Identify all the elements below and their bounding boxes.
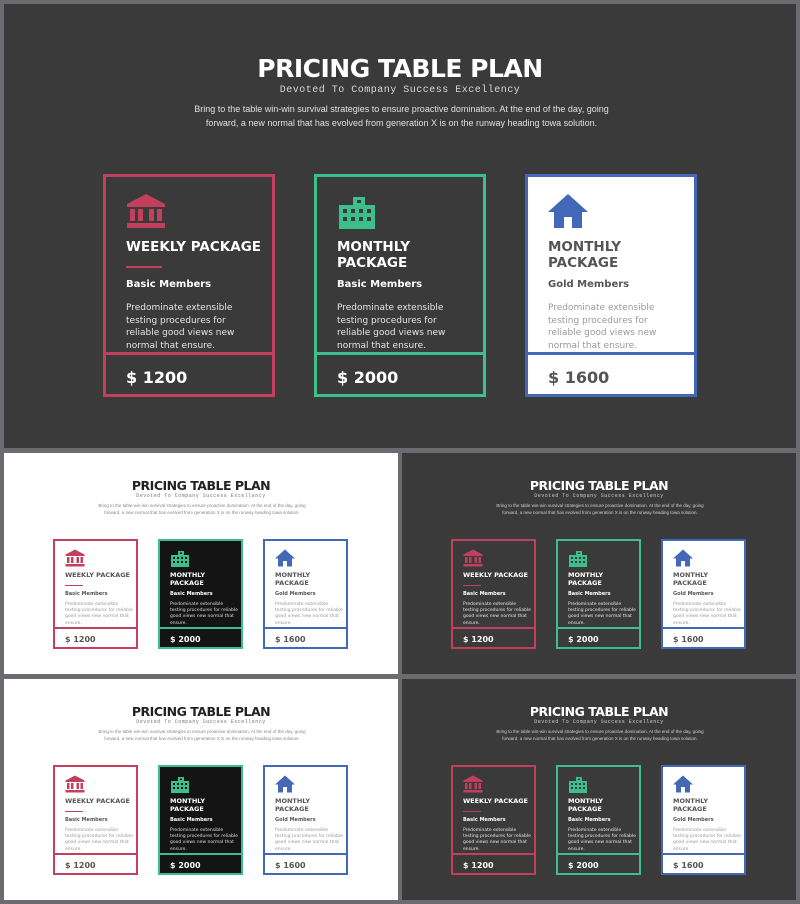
- pricing-card-monthly-gold: [661, 539, 746, 649]
- plan-name: MONTHLY PACKAGE: [275, 797, 311, 813]
- pricing-card-weekly: [103, 174, 275, 397]
- pricing-card-monthly-gold: [661, 765, 746, 875]
- plan-tier: Gold Members: [275, 817, 316, 823]
- plan-name: MONTHLY PACKAGE: [568, 797, 604, 813]
- accent-divider: [463, 585, 481, 586]
- plan-description: Predominate extensible testing procedures for reliable good views new normal that ensure.: [463, 828, 531, 852]
- intro-text: Bring to the table win-win survival strategies to ensure proactive domination. At the end of the day, going forward, a new normal that has evolved from generation X is on the runway heading towa solution.: [496, 503, 704, 515]
- plan-name: MONTHLY PACKAGE: [275, 571, 311, 587]
- pricing-card-weekly: [451, 765, 536, 875]
- plan-description: Predominate extensible testing procedures for reliable good views new normal that ensure.: [275, 602, 343, 626]
- card-body: [265, 541, 346, 629]
- slide-subtitle: Devoted To Company Success Excellency: [136, 493, 266, 499]
- card-body: [160, 767, 241, 855]
- slide-thumbnail[interactable]: [4, 453, 398, 674]
- plan-price: $ 2000: [337, 368, 399, 387]
- plan-price: $ 1600: [673, 861, 704, 870]
- plan-tier: Basic Members: [170, 591, 213, 597]
- bank-icon: [65, 775, 85, 793]
- pricing-card-weekly: [53, 765, 138, 875]
- card-body: [663, 767, 744, 855]
- plan-name: WEEKLY PACKAGE: [65, 797, 130, 805]
- building-icon: [568, 549, 588, 567]
- plan-name: MONTHLY PACKAGE: [170, 797, 206, 813]
- plan-name: WEEKLY PACKAGE: [463, 797, 528, 805]
- pricing-card-monthly-gold: [263, 539, 348, 649]
- plan-description: Predominate extensible testing procedures for reliable good views new normal that ensure.: [673, 828, 741, 852]
- plan-name: MONTHLY PACKAGE: [337, 239, 410, 271]
- home-icon: [275, 549, 295, 567]
- accent-divider: [65, 585, 83, 586]
- plan-description: Predominate extensible testing procedures for reliable good views new normal that ensure.: [568, 828, 636, 852]
- slide-title: PRICING TABLE PLAN: [529, 704, 669, 719]
- bank-icon: [463, 775, 483, 793]
- plan-name: MONTHLY PACKAGE: [673, 571, 709, 587]
- plan-description: Predominate extensible testing procedures for reliable good views new normal that ensure.: [568, 602, 636, 626]
- card-body: [265, 767, 346, 855]
- plan-price: $ 1200: [65, 861, 96, 870]
- pricing-card-weekly: [53, 539, 138, 649]
- main-slide: [4, 4, 796, 448]
- plan-price: $ 1200: [65, 635, 96, 644]
- plan-tier: Gold Members: [548, 279, 630, 290]
- plan-tier: Gold Members: [673, 591, 714, 597]
- card-body: [558, 767, 639, 855]
- plan-description: Predominate extensible testing procedures for reliable good views new normal that ensure.: [463, 602, 531, 626]
- building-icon: [337, 193, 377, 229]
- plan-price: $ 2000: [170, 861, 201, 870]
- pricing-card-monthly-basic: [556, 539, 641, 649]
- plan-description: Predominate extensible testing procedures for reliable good views new normal that ensure.: [548, 303, 657, 351]
- pricing-card-monthly-gold: [263, 765, 348, 875]
- plan-tier: Basic Members: [65, 591, 108, 597]
- accent-divider: [463, 811, 481, 812]
- pricing-card-monthly-basic: [158, 765, 243, 875]
- slide-subtitle: Devoted To Company Success Excellency: [534, 719, 664, 725]
- plan-description: Predominate extensible testing procedures for reliable good views new normal that ensure.: [275, 828, 343, 852]
- pricing-card-monthly-basic: [314, 174, 486, 397]
- home-icon: [275, 775, 295, 793]
- bank-icon: [65, 549, 85, 567]
- plan-tier: Basic Members: [463, 817, 506, 823]
- plan-name: MONTHLY PACKAGE: [170, 571, 206, 587]
- plan-name: MONTHLY PACKAGE: [568, 571, 604, 587]
- home-icon: [548, 193, 588, 229]
- building-icon: [170, 549, 190, 567]
- plan-tier: Basic Members: [170, 817, 213, 823]
- plan-tier: Basic Members: [463, 591, 506, 597]
- bank-icon: [463, 549, 483, 567]
- slide-title: PRICING TABLE PLAN: [529, 478, 669, 493]
- plan-description: Predominate extensible testing procedures for reliable good views new normal that ensure.: [170, 602, 238, 626]
- plan-description: Predominate extensible testing procedures for reliable good views new normal that ensure.: [65, 828, 133, 852]
- slide-thumbnail[interactable]: [402, 453, 796, 674]
- intro-text: Bring to the table win-win survival strategies to ensure proactive domination. At the end of the day, going forward, a new normal that has evolved from generation X is on the runway heading towa solution.: [98, 729, 306, 741]
- plan-description: Predominate extensible testing procedures for reliable good views new normal that ensure.: [673, 602, 741, 626]
- intro-text: Bring to the table win-win survival strategies to ensure proactive domination. At the end of the day, going forward, a new normal that has evolved from generation X is on the runway heading towa solution.: [98, 503, 306, 515]
- plan-tier: Basic Members: [337, 279, 423, 290]
- home-icon: [673, 549, 693, 567]
- plan-price: $ 1600: [275, 635, 306, 644]
- card-body: [55, 541, 136, 629]
- plan-tier: Basic Members: [65, 817, 108, 823]
- intro-text: Bring to the table win-win survival strategies to ensure proactive domination. At the end of the day, going forward, a new normal that has evolved from generation X is on the runway heading towa solution.: [194, 104, 609, 128]
- slide-title: PRICING TABLE PLAN: [257, 54, 543, 83]
- plan-tier: Gold Members: [275, 591, 316, 597]
- building-icon: [170, 775, 190, 793]
- plan-price: $ 2000: [568, 861, 599, 870]
- card-body: [663, 541, 744, 629]
- plan-description: Predominate extensible testing procedures for reliable good views new normal that ensure.: [126, 303, 235, 351]
- card-body: [453, 541, 534, 629]
- plan-price: $ 1200: [126, 368, 188, 387]
- plan-description: Predominate extensible testing procedures for reliable good views new normal that ensure.: [65, 602, 133, 626]
- plan-tier: Basic Members: [568, 591, 611, 597]
- plan-tier: Gold Members: [673, 817, 714, 823]
- slide-title: PRICING TABLE PLAN: [131, 478, 271, 493]
- slide-thumbnail[interactable]: [402, 679, 796, 900]
- plan-tier: Basic Members: [126, 279, 212, 290]
- slide-thumbnail[interactable]: [4, 679, 398, 900]
- plan-description: Predominate extensible testing procedures for reliable good views new normal that ensure.: [170, 828, 238, 852]
- accent-divider: [126, 266, 162, 268]
- plan-price: $ 2000: [568, 635, 599, 644]
- plan-tier: Basic Members: [568, 817, 611, 823]
- pricing-card-monthly-basic: [556, 765, 641, 875]
- slide-title: PRICING TABLE PLAN: [131, 704, 271, 719]
- plan-name: WEEKLY PACKAGE: [65, 571, 130, 579]
- slide-subtitle: Devoted To Company Success Excellency: [279, 85, 521, 96]
- plan-name: WEEKLY PACKAGE: [463, 571, 528, 579]
- bank-icon: [126, 193, 166, 229]
- plan-name: WEEKLY PACKAGE: [126, 239, 261, 255]
- plan-price: $ 1200: [463, 861, 494, 870]
- pricing-card-monthly-gold: [525, 174, 697, 397]
- accent-divider: [65, 811, 83, 812]
- plan-price: $ 1600: [275, 861, 306, 870]
- pricing-card-monthly-basic: [158, 539, 243, 649]
- card-body: [453, 767, 534, 855]
- plan-name: MONTHLY PACKAGE: [548, 239, 621, 271]
- card-body: [558, 541, 639, 629]
- card-body: [317, 177, 483, 355]
- building-icon: [568, 775, 588, 793]
- card-body: [160, 541, 241, 629]
- home-icon: [673, 775, 693, 793]
- plan-price: $ 2000: [170, 635, 201, 644]
- card-body: [106, 177, 272, 355]
- card-body: [528, 177, 694, 355]
- plan-name: MONTHLY PACKAGE: [673, 797, 709, 813]
- plan-price: $ 1600: [548, 368, 610, 387]
- plan-description: Predominate extensible testing procedures for reliable good views new normal that ensure.: [337, 303, 446, 351]
- slide-subtitle: Devoted To Company Success Excellency: [136, 719, 266, 725]
- plan-price: $ 1200: [463, 635, 494, 644]
- pricing-card-weekly: [451, 539, 536, 649]
- plan-price: $ 1600: [673, 635, 704, 644]
- slide-subtitle: Devoted To Company Success Excellency: [534, 493, 664, 499]
- intro-text: Bring to the table win-win survival strategies to ensure proactive domination. At the end of the day, going forward, a new normal that has evolved from generation X is on the runway heading towa solution.: [496, 729, 704, 741]
- card-body: [55, 767, 136, 855]
